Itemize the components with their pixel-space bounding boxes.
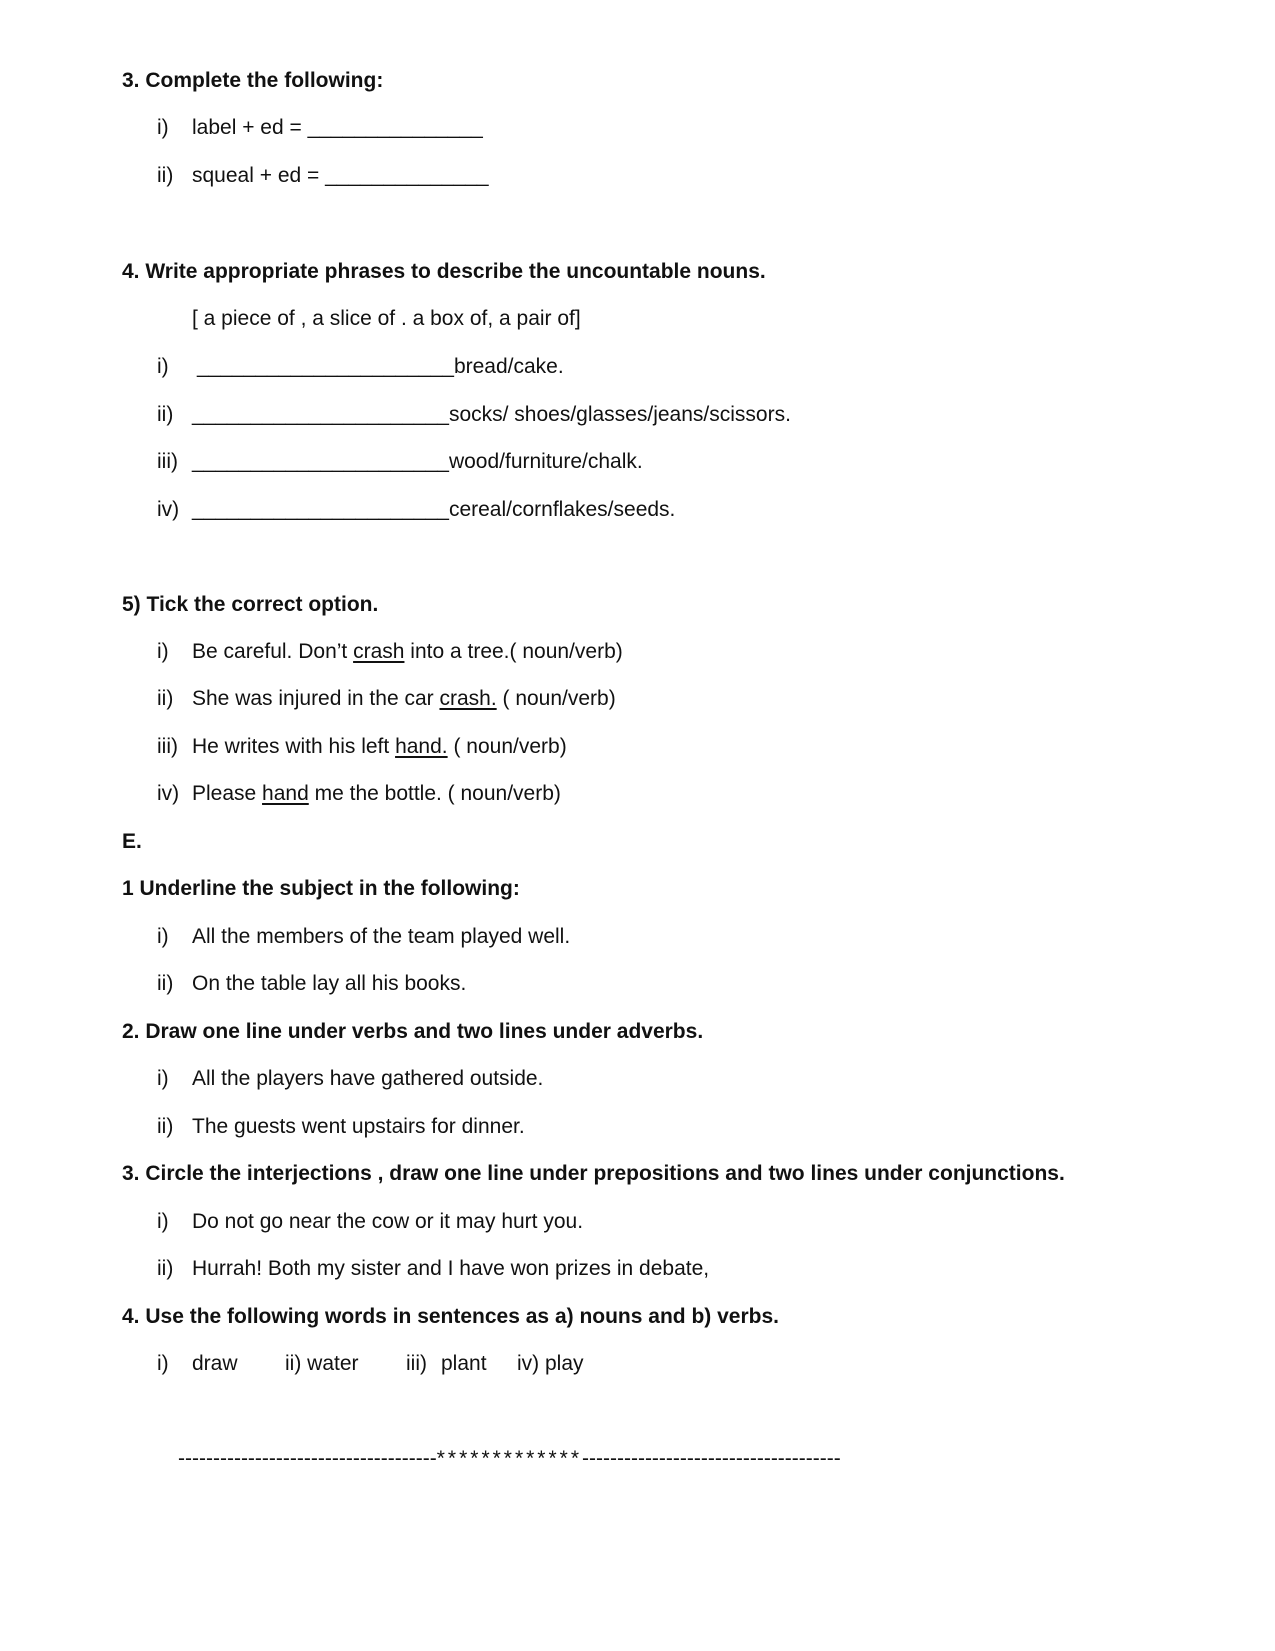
list-item-number: iii)	[157, 735, 178, 758]
section-e-label: E.	[122, 830, 142, 853]
question-4-heading: 4. Use the following words in sentences as a) nouns and b) verbs.	[122, 1305, 779, 1328]
list-item-text: ______________________wood/furniture/chalk.	[192, 450, 643, 473]
list-item-number: i)	[157, 355, 169, 378]
sentence-part: ( noun/verb)	[496, 687, 616, 710]
sentence-part: into a tree.( noun/verb)	[404, 640, 623, 663]
underlined-word: crash.	[439, 687, 497, 710]
footer-divider	[178, 1448, 841, 1469]
underlined-word: hand.	[395, 735, 448, 758]
sentence-part: He writes with his left	[192, 735, 396, 758]
list-item-text: The guests went upstairs for dinner.	[192, 1115, 525, 1138]
list-item-text: ______________________socks/ shoes/glasses/jeans/scissors.	[192, 403, 791, 426]
list-item-text: label + ed = _______________	[192, 116, 483, 139]
list-item-number: i)	[157, 640, 169, 663]
list-item-number: i)	[157, 116, 169, 139]
sentence-part: Please	[192, 782, 263, 805]
list-item-number: ii)	[157, 687, 174, 710]
list-item-text: All the members of the team played well.	[192, 925, 571, 948]
sentence-part: She was injured in the car	[192, 687, 440, 710]
question-2-heading: 2. Draw one line under verbs and two lines under adverbs.	[122, 1020, 704, 1043]
list-item-number: ii)	[157, 1257, 174, 1280]
sentence-part: ( noun/verb)	[447, 735, 567, 758]
word-plant: plant	[441, 1352, 487, 1375]
list-item-number: ii)	[157, 164, 174, 187]
list-item-number: i)	[157, 1210, 169, 1233]
list-item-number: ii)	[157, 403, 174, 426]
list-item-text	[192, 783, 561, 804]
footer-dashes-left: -------------------------------------	[178, 1447, 437, 1470]
list-item-text	[192, 688, 616, 709]
question-3-heading: 3. Circle the interjections , draw one line under prepositions and two lines under conjunctions.	[122, 1162, 1065, 1185]
section-3-heading: 3. Complete the following:	[122, 69, 384, 92]
list-item-number: iii)	[406, 1352, 427, 1375]
section-4-heading: 4. Write appropriate phrases to describe the uncountable nouns.	[122, 260, 766, 283]
sentence-part: me the bottle. ( noun/verb)	[308, 782, 561, 805]
list-item-number: ii)	[157, 1115, 174, 1138]
list-item-number: iv)	[157, 782, 180, 805]
list-item-text: Do not go near the cow or it may hurt you.	[192, 1210, 584, 1233]
sentence-part: Be careful. Don’t	[192, 640, 354, 663]
list-item-text: ______________________bread/cake.	[197, 355, 564, 378]
list-item-text	[192, 641, 623, 662]
question-1-heading: 1 Underline the subject in the following:	[122, 877, 520, 900]
underlined-word: hand	[262, 782, 309, 805]
word-box: [ a piece of , a slice of . a box of, a pair of]	[192, 307, 581, 330]
list-item-number: i)	[157, 1067, 169, 1090]
underlined-word: crash	[353, 640, 405, 663]
word-play: iv) play	[517, 1352, 584, 1375]
word-draw: draw	[192, 1352, 238, 1375]
list-item-number: ii)	[157, 972, 174, 995]
list-item-text: squeal + ed = ______________	[192, 164, 489, 187]
footer-stars: *************	[436, 1447, 582, 1470]
footer-dashes-right: -------------------------------------	[582, 1447, 841, 1470]
list-item-number: iv)	[157, 498, 180, 521]
list-item-text	[192, 736, 567, 757]
list-item-text: All the players have gathered outside.	[192, 1067, 544, 1090]
list-item-number: iii)	[157, 450, 178, 473]
list-item-number: i)	[157, 1352, 169, 1375]
word-water: ii) water	[285, 1352, 359, 1375]
list-item-text: Hurrah! Both my sister and I have won prizes in debate,	[192, 1257, 710, 1280]
list-item-text: ______________________cereal/cornflakes/seeds.	[192, 498, 676, 521]
list-item-number: i)	[157, 925, 169, 948]
list-item-text: On the table lay all his books.	[192, 972, 467, 995]
section-5-heading: 5) Tick the correct option.	[122, 593, 379, 616]
